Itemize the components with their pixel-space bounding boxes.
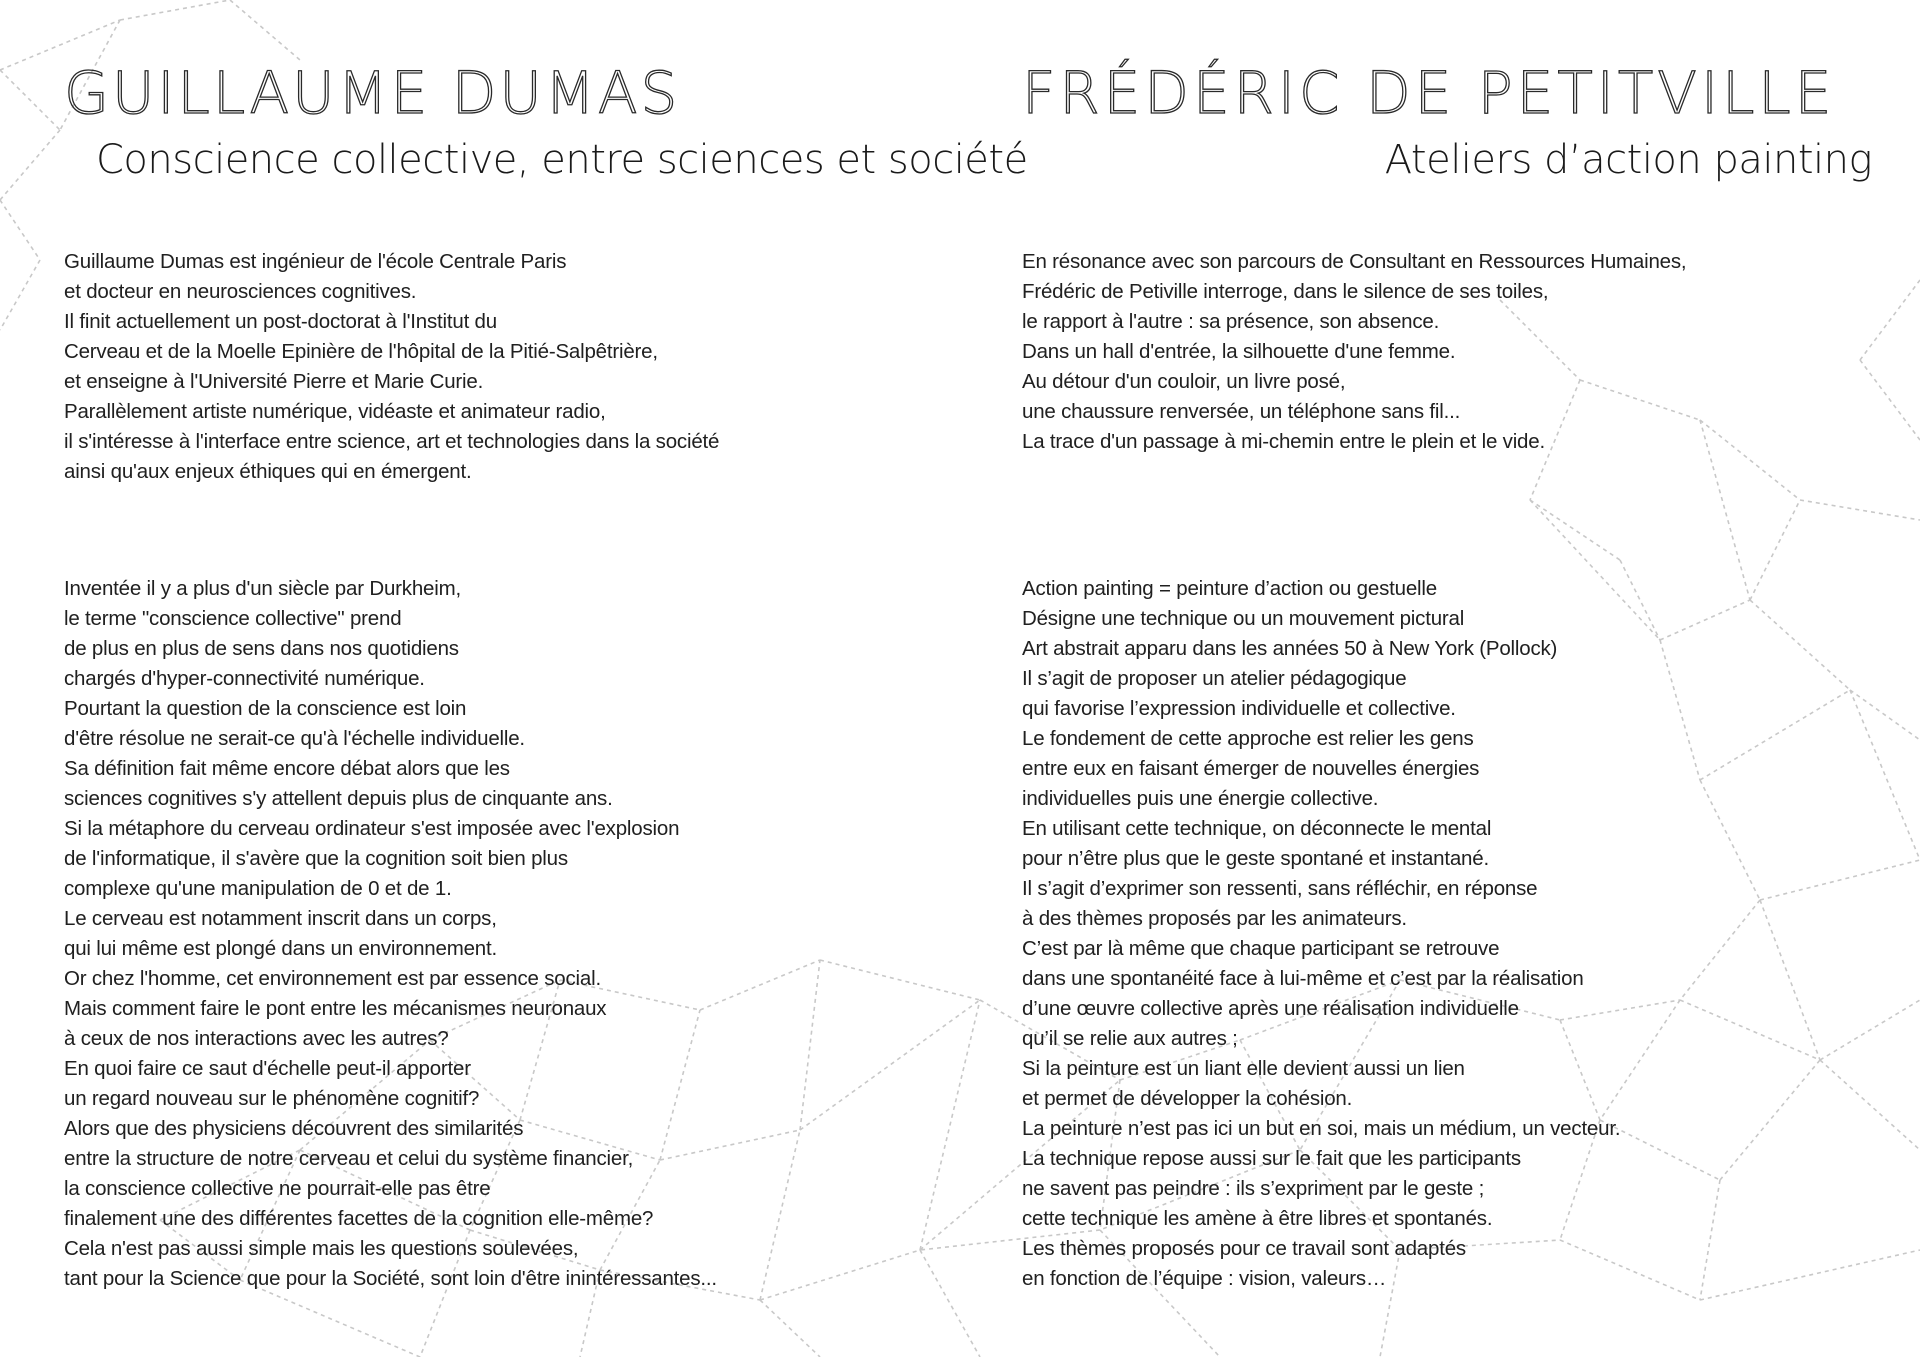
text-line: Le fondement de cette approche est relier les gens [1022,727,1474,750]
pattern-line [1700,420,1750,600]
pattern-line [920,1250,980,1357]
text-line: Frédéric de Petiville interroge, dans le silence de ses toiles, [1022,280,1549,303]
text-line: et permet de développer la cohésion. [1022,1087,1353,1110]
text-line: tant pour la Science que pour la Société, sont loin d'être inintéressantes... [64,1267,717,1290]
text-line: chargés d'hyper-connectivité numérique. [64,667,425,690]
text-line: Le cerveau est notamment inscrit dans un corps, [64,907,497,930]
pattern-line [760,1300,820,1357]
text-line: Dans un hall d'entrée, la silhouette d'une femme. [1022,340,1456,363]
text-line: Au détour d'un couloir, un livre posé, [1022,370,1346,393]
pattern-line [0,130,60,200]
pattern-line [1660,640,1700,780]
pattern-line [800,960,820,1130]
talk-title-conscience-collective: Conscience collective, entre sciences et société [96,137,1028,183]
pattern-line [1720,1060,1820,1180]
text-line: entre la structure de notre cerveau et celui du système financier, [64,1147,634,1170]
pattern-line [920,1000,980,1250]
text-line: d'être résolue ne serait-ce qu'à l'échelle individuelle. [64,727,525,750]
text-line: ainsi qu'aux enjeux éthiques qui en émergent. [64,460,472,483]
text-line: et docteur en neurosciences cognitives. [64,280,417,303]
bio-paragraph [1022,247,1686,457]
text-line: la conscience collective ne pourrait-elle pas être [64,1177,491,1200]
talk-description-paragraph [64,574,717,1294]
text-line: En quoi faire ce saut d'échelle peut-il apporter [64,1057,471,1080]
pattern-line [1660,600,1750,640]
text-line: cette technique les amène à être libres et spontanés. [1022,1207,1493,1230]
pattern-line [1860,280,1920,360]
pattern-line [800,1000,980,1130]
text-line: Il finit actuellement un post-doctorat à l'Institut du [64,310,497,333]
text-line: une chaussure renversée, un téléphone sans fil... [1022,400,1461,423]
text-line: Art abstrait apparu dans les années 50 à New York (Pollock) [1022,637,1558,660]
text-line: à ceux de nos interactions avec les autres? [64,1027,449,1050]
text-line: qui lui même est plongé dans un environnement. [64,937,497,960]
text-line: En résonance avec son parcours de Consultant en Ressources Humaines, [1022,250,1687,273]
workshop-description-paragraph [1022,574,1620,1294]
pattern-line [760,1250,920,1300]
text-line: en fonction de l’équipe : vision, valeurs… [1022,1267,1387,1290]
text-line: Cela n'est pas aussi simple mais les questions soulevées, [64,1237,579,1260]
text-line: le terme "conscience collective" prend [64,607,402,630]
pattern-line [1620,560,1660,640]
text-line: et enseigne à l'Université Pierre et Marie Curie. [64,370,484,393]
text-line: En utilisant cette technique, on déconnecte le mental [1022,817,1492,840]
pattern-line [1680,900,1760,1000]
bio-paragraph [64,247,719,487]
text-line: Si la peinture est un liant elle devient aussi un lien [1022,1057,1465,1080]
pattern-line [1750,500,1800,600]
text-line: Parallèlement artiste numérique, vidéaste et animateur radio, [64,400,606,423]
pattern-line [700,960,820,1010]
text-line: qu’il se relie aux autres ; [1022,1027,1238,1050]
pattern-line [1750,600,1850,690]
text-line: La technique repose aussi sur le fait que les participants [1022,1147,1521,1170]
text-line: complexe qu'une manipulation de 0 et de 1. [64,877,452,900]
pattern-line [1820,1060,1920,1150]
text-line: La peinture n’est pas ici un but en soi, mais un médium, un vecteur. [1022,1117,1621,1140]
pattern-line [120,0,230,20]
text-line: Si la métaphore du cerveau ordinateur s'est imposée avec l'explosion [64,817,680,840]
text-line: dans une spontanéité face à lui-même et c’est par la réalisation [1022,967,1584,990]
pattern-line [230,0,300,60]
text-line: Mais comment faire le pont entre les mécanismes neuronaux [64,997,607,1020]
text-line: Il s’agit de proposer un atelier pédagogique [1022,667,1407,690]
text-line: sciences cognitives s'y attellent depuis plus de cinquante ans. [64,787,613,810]
text-line: Pourtant la question de la conscience est loin [64,697,467,720]
text-line: il s'intéresse à l'interface entre science, art et technologies dans la société [64,430,720,453]
pattern-line [1680,1000,1820,1060]
text-line: un regard nouveau sur le phénomène cognitif? [64,1087,480,1110]
text-line: à des thèmes proposés par les animateurs. [1022,907,1407,930]
text-line: Les thèmes proposés pour ce travail sont adaptés [1022,1237,1466,1260]
text-line: Il s’agit d’exprimer son ressenti, sans réfléchir, en réponse [1022,877,1538,900]
text-line: d’une œuvre collective après une réalisation individuelle [1022,997,1519,1020]
text-line: de plus en plus de sens dans nos quotidiens [64,637,459,660]
text-line: Guillaume Dumas est ingénieur de l'école Centrale Paris [64,250,567,273]
text-line: individuelles puis une énergie collective. [1022,787,1379,810]
pattern-line [1700,1250,1920,1300]
pattern-line [1700,1180,1720,1300]
text-line: qui favorise l’expression individuelle et collective. [1022,697,1456,720]
pattern-line [1820,1000,1920,1060]
text-line: ne savent pas peindre : ils s’expriment par le geste ; [1022,1177,1485,1200]
speaker-name-frederic-de-petitville: FRÉDÉRIC DE PETITVILLE [1022,59,1836,127]
text-line: Désigne une technique ou un mouvement pictural [1022,607,1465,630]
text-line: Cerveau et de la Moelle Epinière de l'hôpital de la Pitié-Salpêtrière, [64,340,658,363]
text-line: Inventée il y a plus d'un siècle par Durkheim, [64,577,461,600]
speaker-name-guillaume-dumas: GUILLAUME DUMAS [64,59,681,127]
pattern-line [1700,690,1850,780]
text-line: le rapport à l'autre : sa présence, son absence. [1022,310,1440,333]
pattern-line [1700,420,1800,500]
text-line: finalement une des différentes facettes de la cognition elle-même? [64,1207,654,1230]
text-line: Sa définition fait même encore débat alors que les [64,757,510,780]
text-line: Alors que des physiciens découvrent des similarités [64,1117,524,1140]
pattern-line [1700,780,1760,900]
pattern-line [760,1130,800,1300]
pattern-line [1530,500,1620,560]
pattern-line [1760,860,1920,900]
text-line: Or chez l'homme, cet environnement est par essence social. [64,967,601,990]
pattern-line [0,260,40,330]
pattern-line [1760,900,1820,1060]
pattern-line [1800,500,1920,520]
text-line: Action painting = peinture d’action ou gestuelle [1022,577,1437,600]
text-line: La trace d'un passage à mi-chemin entre le plein et le vide. [1022,430,1545,453]
text-line: C’est par là même que chaque participant se retrouve [1022,937,1500,960]
text-line: entre eux en faisant émerger de nouvelles énergies [1022,757,1480,780]
pattern-line [0,70,60,130]
text-line: de l'informatique, il s'avère que la cognition soit bien plus [64,847,568,870]
talk-title-action-painting: Ateliers d’action painting [1384,137,1872,183]
pattern-line [0,200,40,260]
text-line: pour n’être plus que le geste spontané et instantané. [1022,847,1489,870]
pattern-line [1860,360,1920,440]
pattern-line [820,960,980,1000]
